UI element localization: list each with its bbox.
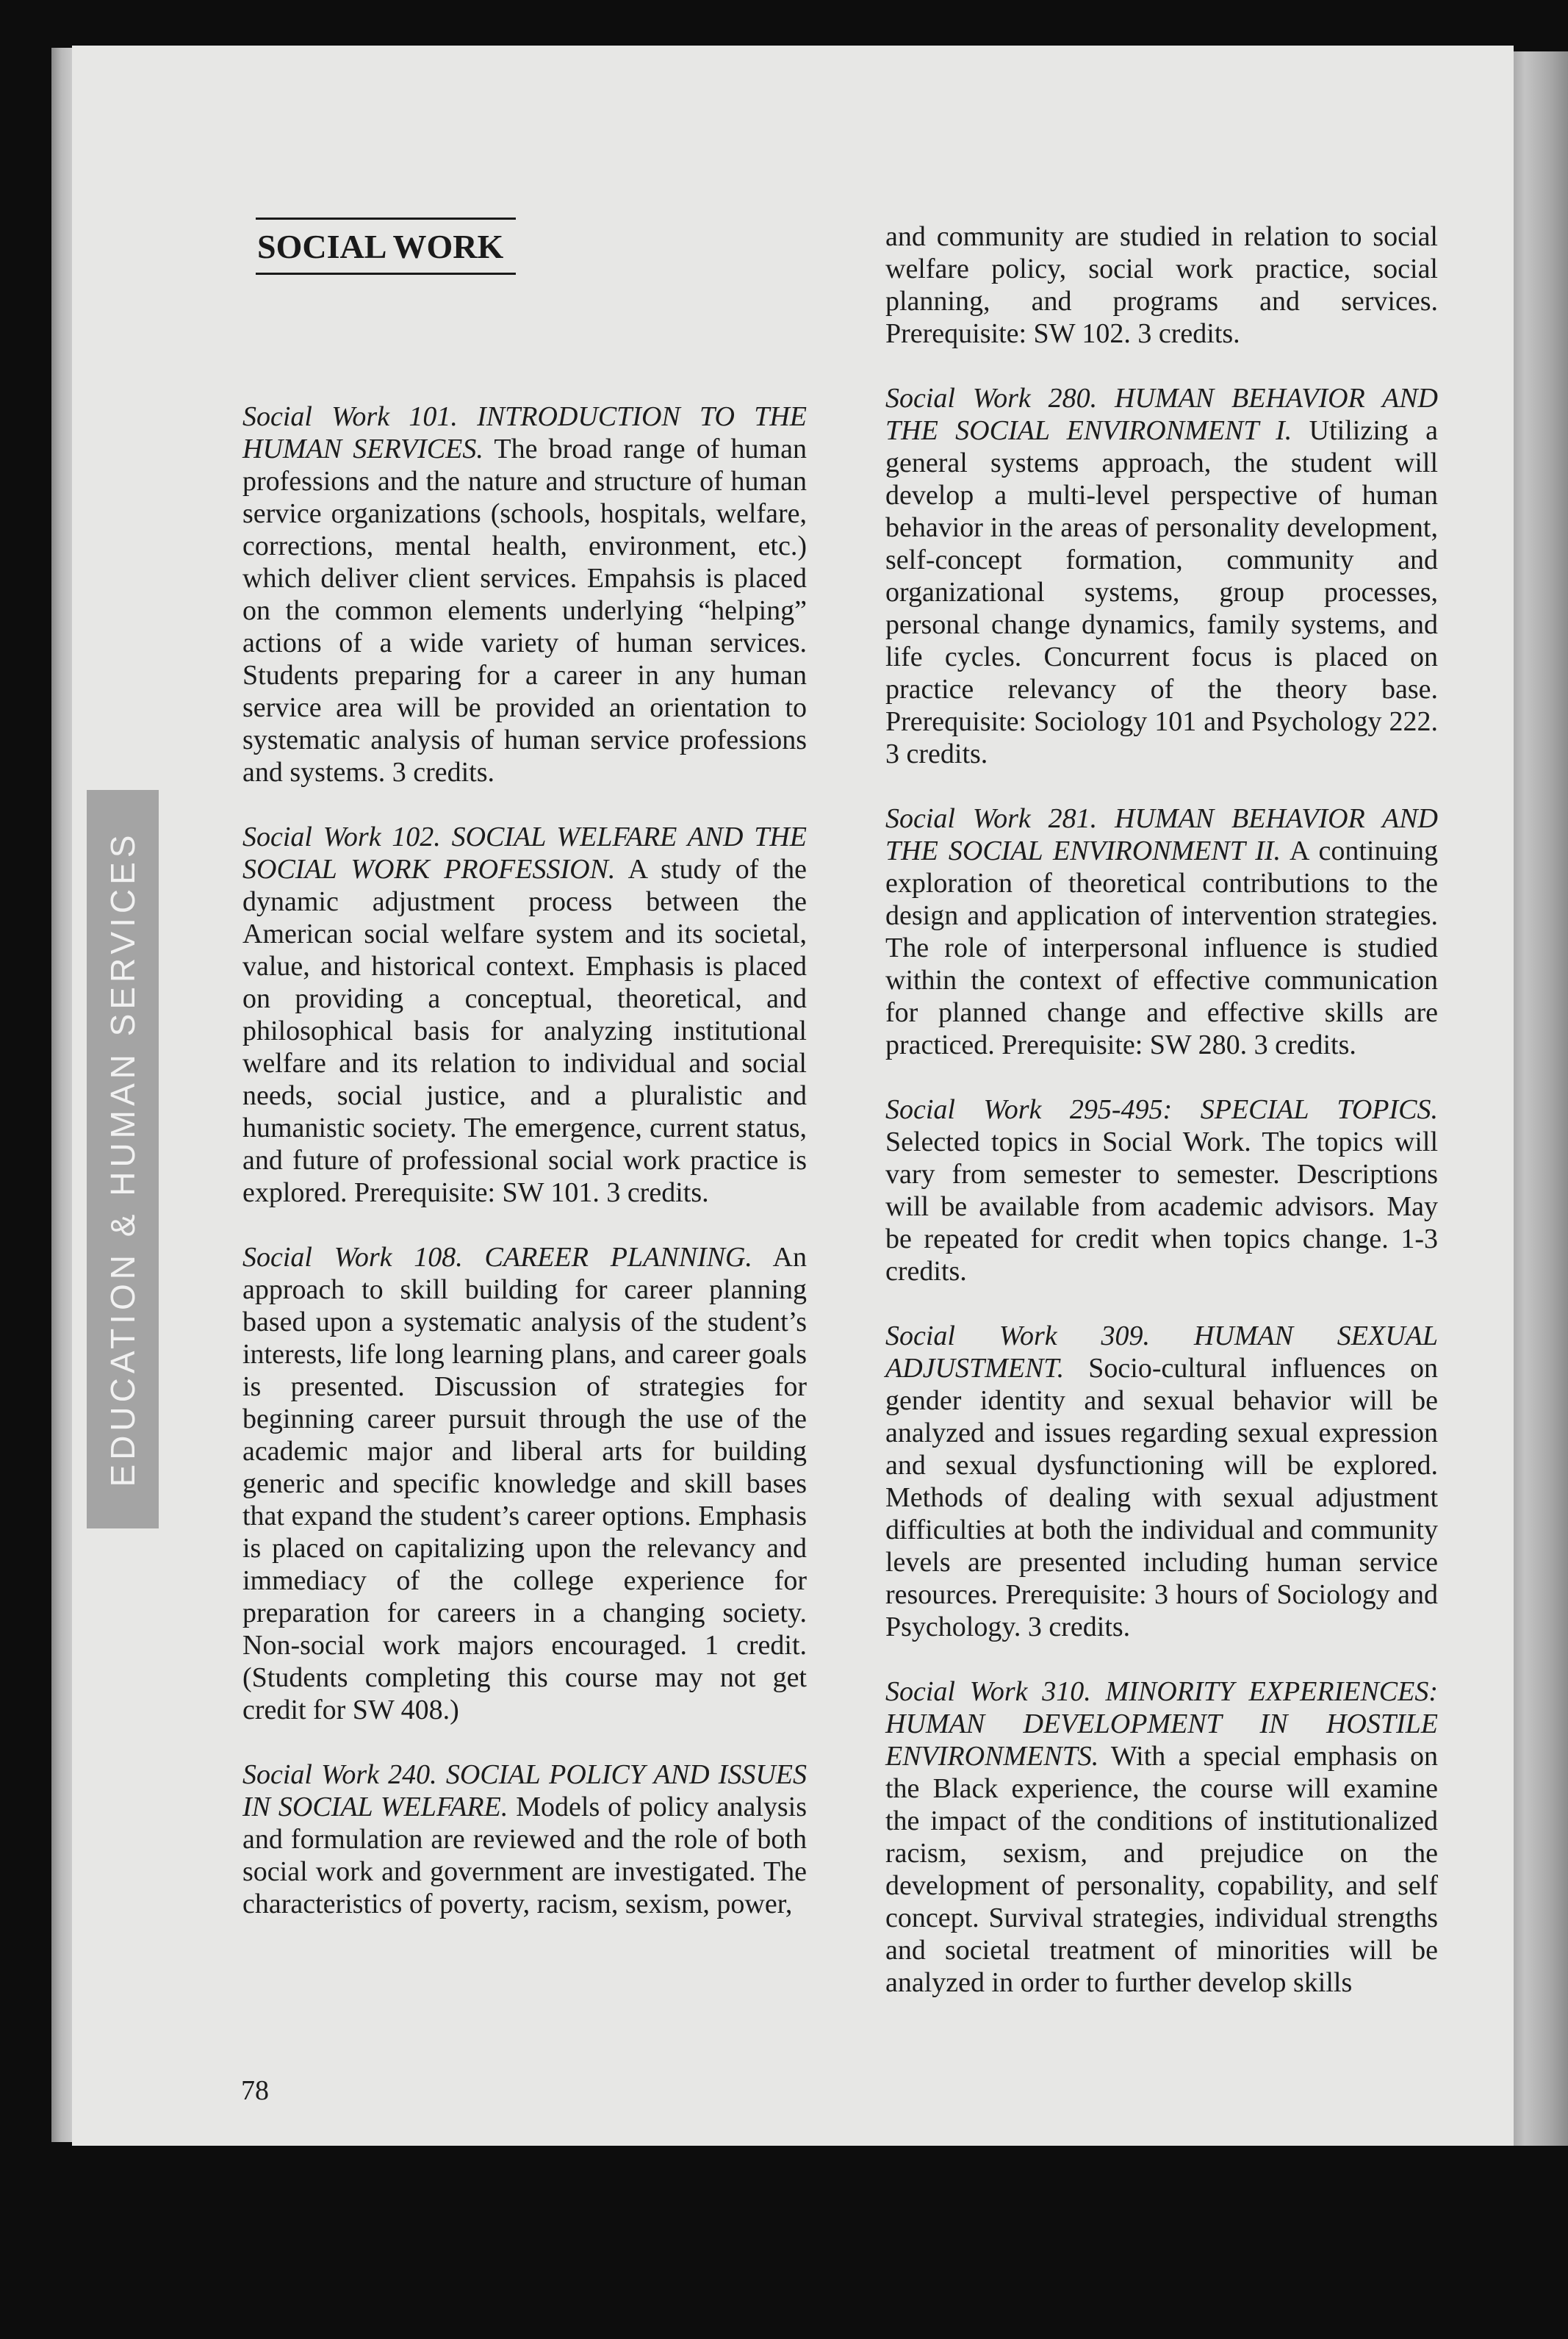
course-description: With a special emphasis on the Black experience, the course will examine the impact of the conditions of institutionalized racism, sexism, and prejudice on the development of personality, copability, and self concept. Survival strategies, individual strengths and societal treatment of minorities will be analyzed in order to further develop skills [885, 1741, 1438, 1998]
course-entry-sw101 [242, 400, 807, 788]
course-heading: Social Work 295-495: SPECIAL TOPICS. [885, 1094, 1438, 1125]
course-entry-sw240-continued: and community are studied in relation to social welfare policy, social work practice, social planning, and programs and services. Prerequisite: SW 102. 3 credits. [885, 221, 1438, 349]
course-entry-sw280 [885, 382, 1438, 770]
course-description: Utilizing a general systems approach, the student will develop a multi-level perspective of human behavior in the areas of personality development, self-concept formation, community and organizational systems, group processes, personal change dynamics, family systems, and life cycles. Concurrent focus is placed on practice relevancy of the theory base. Prerequisite: Sociology 101 and Psychology 222. 3 credits. [885, 415, 1438, 769]
page-number: 78 [241, 2075, 269, 2106]
course-heading: Social Work 309. HUMAN SEXUAL ADJUSTMENT. [885, 1321, 1438, 1384]
course-entry-sw240 [242, 1758, 807, 1920]
course-description: Selected topics in Social Work. The topics will vary from semester to semester. Descriptions will be available from academic advisors. May be repeated for credit when topics change. 1-3 credits. [885, 1127, 1438, 1287]
course-entry-sw281 [885, 802, 1438, 1061]
course-description: Socio-cultural influences on gender identity and sexual behavior will be analyzed and issues regarding sexual expression and sexual dysfunctioning will be explored. Methods of dealing with sexual adjustment difficulties at both the individual and community levels are presented including human service resources. Prerequisite: 3 hours of Sociology and Psychology. 3 credits. [885, 1353, 1439, 1642]
section-title: SOCIAL WORK [256, 218, 516, 275]
course-heading: Social Work 101. INTRODUCTION TO THE HUMAN SERVICES. [242, 401, 807, 464]
course-description: An approach to skill building for career planning based upon a systematic analysis of the student’s interests, life long learning plans, and career goals is presented. Discussion of strategies for beginning career pursuit through the use of the academic major and liberal arts for building generic and specific knowledge and skill bases that expand the student’s career options. Emphasis is placed on capitalizing upon the relevancy and immediacy of the college experience for preparation for careers in a changing society. Non-social work majors encouraged. 1 credit. (Students completing this course may not get credit for SW 408.) [242, 1242, 807, 1725]
side-tab-label: EDUCATION & HUMAN SERVICES [104, 830, 142, 1487]
course-heading: Social Work 280. HUMAN BEHAVIOR AND THE SOCIAL ENVIRONMENT I. [885, 383, 1438, 446]
course-description: The broad range of human professions and the nature and structure of human service organizations (schools, hospitals, welfare, corrections, mental health, environment, etc.) which deliver client services. Empahsis is placed on the common elements underlying “helping” actions of a wide variety of human services. Students preparing for a career in any human service area will be provided an orientation to systematic analysis of human service professions and systems. 3 credits. [242, 434, 807, 788]
right-column [885, 220, 1438, 2031]
page-edge-stack [1506, 51, 1568, 2146]
course-heading: Social Work 102. SOCIAL WELFARE AND THE SOCIAL WORK PROFESSION. [242, 822, 807, 885]
course-entry-sw295-495 [885, 1093, 1438, 1287]
course-entry-sw310 [885, 1675, 1438, 1999]
course-heading: Social Work 240. SOCIAL POLICY AND ISSUES IN SOCIAL WELFARE. [242, 1759, 807, 1822]
course-heading: Social Work 108. CAREER PLANNING. [242, 1242, 752, 1273]
course-description: A continuing exploration of theoretical contributions to the design and application of intervention strategies. The role of interpersonal influence is studied within the context of effective communication for planned change and effective skills are practiced. Prerequisite: SW 280. 3 credits. [885, 836, 1439, 1060]
left-column [242, 400, 807, 1952]
course-entry-sw108 [242, 1241, 807, 1726]
course-heading: Social Work 310. MINORITY EXPERIENCES: HUMAN DEVELOPMENT IN HOSTILE ENVIRONMENTS. [885, 1676, 1438, 1772]
course-entry-sw102 [242, 821, 807, 1209]
course-description: Models of policy analysis and formulation are reviewed and the role of both social work and government are investigated. The characteristics of poverty, racism, sexism, power, [242, 1792, 807, 1919]
course-entry-sw309 [885, 1320, 1438, 1643]
course-heading: Social Work 281. HUMAN BEHAVIOR AND THE SOCIAL ENVIRONMENT II. [885, 803, 1438, 866]
course-description: A study of the dynamic adjustment process between the American social welfare system and its societal, value, and historical context. Emphasis is placed on providing a conceptual, theoretical, and philosophical basis for analyzing institutional welfare and its relation to individual and social needs, social justice, and a pluralistic and humanistic society. The emergence, current status, and future of professional social work practice is explored. Prerequisite: SW 101. 3 credits. [242, 854, 807, 1208]
